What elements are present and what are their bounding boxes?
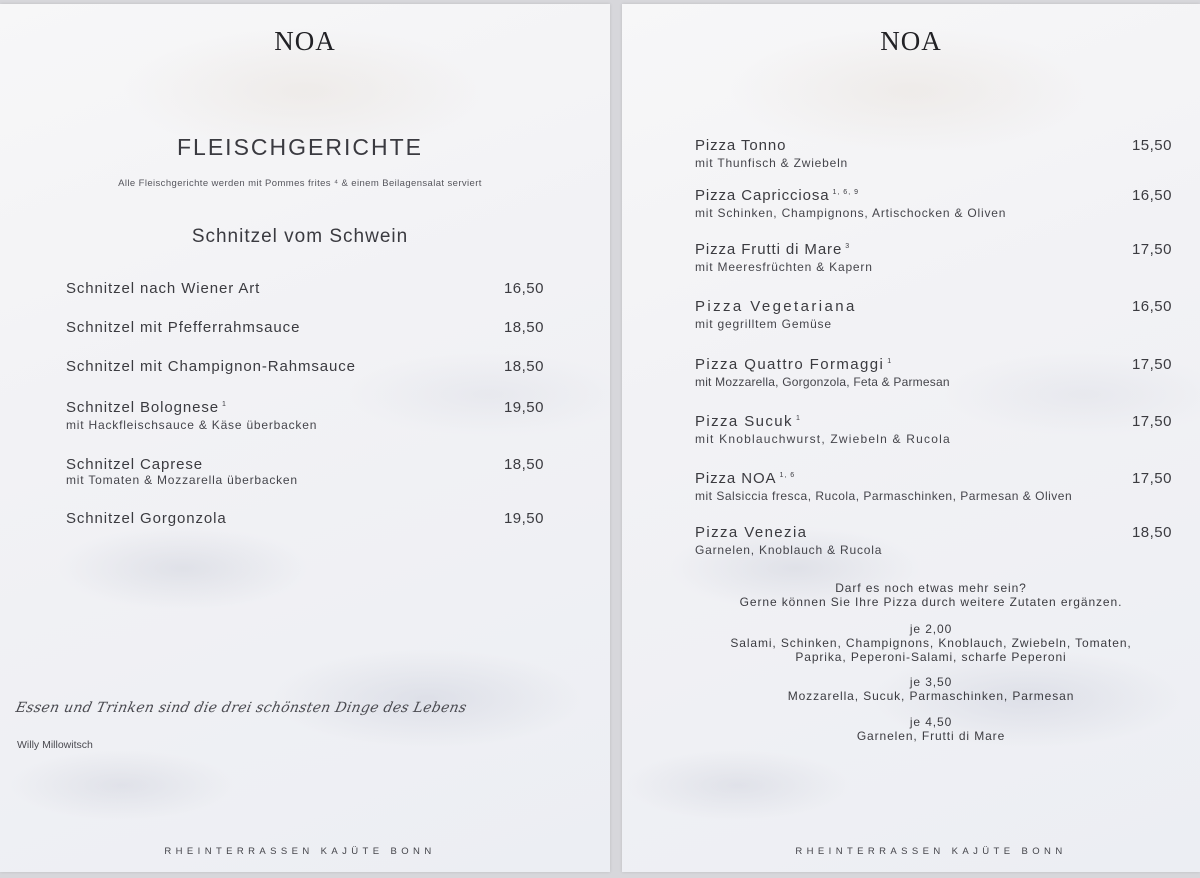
menu-item bbox=[66, 456, 544, 487]
section-title: FLEISCHGERICHTE bbox=[177, 134, 423, 160]
menu-item bbox=[695, 413, 1172, 446]
extras-tier-items: Mozzarella, Sucuk, Parmaschinken, Parmesan bbox=[787, 689, 1075, 703]
menu-item-price: 19,50 bbox=[503, 399, 544, 416]
menu-item-name: Pizza NOA $^{1, 6}$ bbox=[695, 470, 796, 487]
menu-item-name: Pizza Tonno bbox=[695, 137, 787, 154]
allergen-note: 3 bbox=[845, 243, 851, 250]
menu-item-description: mit Knoblauchwurst, Zwiebeln & Rucola bbox=[695, 432, 951, 446]
menu-item-description: Garnelen, Knoblauch & Rucola bbox=[695, 543, 883, 557]
menu-item-name: Pizza Capricciosa $^{1, 6, 9}$ bbox=[695, 187, 859, 204]
menu-item-price: 18,50 bbox=[1131, 524, 1172, 541]
menu-item bbox=[66, 319, 544, 336]
brand-logo-left: NOA bbox=[274, 26, 336, 56]
menu-item bbox=[695, 524, 1172, 557]
menu-item-description: mit Mozzarella, Gorgonzola, Feta & Parmesan bbox=[695, 375, 950, 389]
menu-item-price: 16,50 bbox=[1131, 187, 1172, 204]
menu-item bbox=[695, 356, 1172, 389]
menu-item bbox=[695, 137, 1172, 170]
quote-author: Willy Millowitsch bbox=[17, 739, 93, 751]
menu-item-description: mit Meeresfrüchten & Kapern bbox=[695, 260, 873, 274]
menu-item-price: 19,50 bbox=[503, 510, 544, 527]
menu-item-description: mit gegrilltem Gemüse bbox=[695, 317, 832, 331]
extras-tier-price: je 2,00 bbox=[909, 622, 953, 636]
menu-item-description: mit Thunfisch & Zwiebeln bbox=[695, 156, 849, 170]
menu-item-price: 17,50 bbox=[1131, 470, 1172, 487]
extras-tier bbox=[622, 715, 1200, 743]
menu-page-right bbox=[622, 4, 1200, 872]
menu-item-description: mit Hackfleischsauce & Käse überbacken bbox=[66, 418, 318, 432]
menu-item-price: 16,50 bbox=[1131, 298, 1172, 315]
menu-item-name: Pizza Venezia bbox=[695, 524, 808, 541]
allergen-note: 1, 6 bbox=[779, 472, 796, 479]
allergen-note: 1 bbox=[887, 358, 893, 365]
menu-item-name: Schnitzel mit Pfefferrahmsauce bbox=[66, 319, 301, 336]
allergen-note: 1, 6, 9 bbox=[832, 189, 859, 196]
menu-item-price: 16,50 bbox=[503, 280, 544, 297]
extras-tier bbox=[622, 675, 1200, 703]
menu-item-name: Schnitzel mit Champignon-Rahmsauce bbox=[66, 358, 356, 375]
extras-intro-line: Gerne können Sie Ihre Pizza durch weitere Zutaten ergänzen. bbox=[739, 595, 1123, 609]
menu-item-description: mit Salsiccia fresca, Rucola, Parmaschinken, Parmesan & Oliven bbox=[695, 489, 1073, 503]
extras-intro-line: Darf es noch etwas mehr sein? bbox=[835, 581, 1027, 595]
menu-item-price: 18,50 bbox=[503, 456, 544, 473]
menu-item-description: mit Schinken, Champignons, Artischocken & Oliven bbox=[695, 206, 1007, 220]
menu-item bbox=[66, 280, 544, 297]
menu-item-name: Schnitzel Caprese bbox=[66, 456, 204, 473]
menu-item bbox=[695, 298, 1172, 331]
menu-item-description: mit Tomaten & Mozzarella überbacken bbox=[66, 473, 298, 487]
menu-item-name: Pizza Sucuk $^1$ bbox=[695, 413, 801, 430]
menu-item bbox=[695, 470, 1172, 503]
menu-item-price: 17,50 bbox=[1131, 356, 1172, 373]
menu-item-name: Schnitzel Gorgonzola bbox=[66, 510, 227, 527]
sub-title: Schnitzel vom Schwein bbox=[191, 226, 409, 247]
menu-item-price: 18,50 bbox=[503, 358, 544, 375]
extras-intro bbox=[622, 581, 1200, 609]
section-note: Alle Fleischgerichte werden mit Pommes frites ⁴ & einem Beilagensalat serviert bbox=[118, 178, 482, 189]
menu-item-price: 17,50 bbox=[1131, 241, 1172, 258]
menu-item bbox=[66, 399, 544, 432]
menu-item-price: 15,50 bbox=[1131, 137, 1172, 154]
extras-tier-price: je 4,50 bbox=[909, 715, 953, 729]
extras-tier-items: Garnelen, Frutti di Mare bbox=[856, 729, 1006, 743]
footer-right: RHEINTERRASSEN KAJÜTE BONN bbox=[795, 846, 1067, 857]
menu-item-name: Pizza Vegetariana bbox=[695, 298, 857, 315]
quote-text: Essen und Trinken sind die drei schönsten Dinge des Lebens bbox=[14, 700, 469, 716]
menu-item bbox=[695, 187, 1172, 220]
menu-page-left bbox=[0, 4, 610, 872]
extras-tier-items: Salami, Schinken, Champignons, Knoblauch, Zwiebeln, Tomaten, bbox=[730, 636, 1132, 650]
menu-item-name: Pizza Quattro Formaggi $^1$ bbox=[695, 356, 893, 373]
allergen-note: 1 bbox=[222, 401, 227, 408]
extras-tier-price: je 3,50 bbox=[909, 675, 953, 689]
extras-tier bbox=[622, 622, 1200, 664]
menu-item bbox=[66, 510, 544, 527]
brand-logo-right: NOA bbox=[880, 26, 942, 56]
menu-item-price: 18,50 bbox=[503, 319, 544, 336]
menu-item-name: Schnitzel nach Wiener Art bbox=[66, 280, 261, 297]
menu-item-name: Schnitzel Bolognese $^1$ bbox=[66, 399, 227, 416]
footer-left: RHEINTERRASSEN KAJÜTE BONN bbox=[164, 846, 436, 857]
menu-item-price: 17,50 bbox=[1131, 413, 1172, 430]
menu-item bbox=[66, 358, 544, 375]
allergen-note: 1 bbox=[795, 415, 801, 422]
menu-item bbox=[695, 241, 1172, 274]
extras-tier-items: Paprika, Peperoni-Salami, scharfe Peperoni bbox=[795, 650, 1067, 664]
menu-item-name: Pizza Frutti di Mare $^3$ bbox=[695, 241, 851, 258]
